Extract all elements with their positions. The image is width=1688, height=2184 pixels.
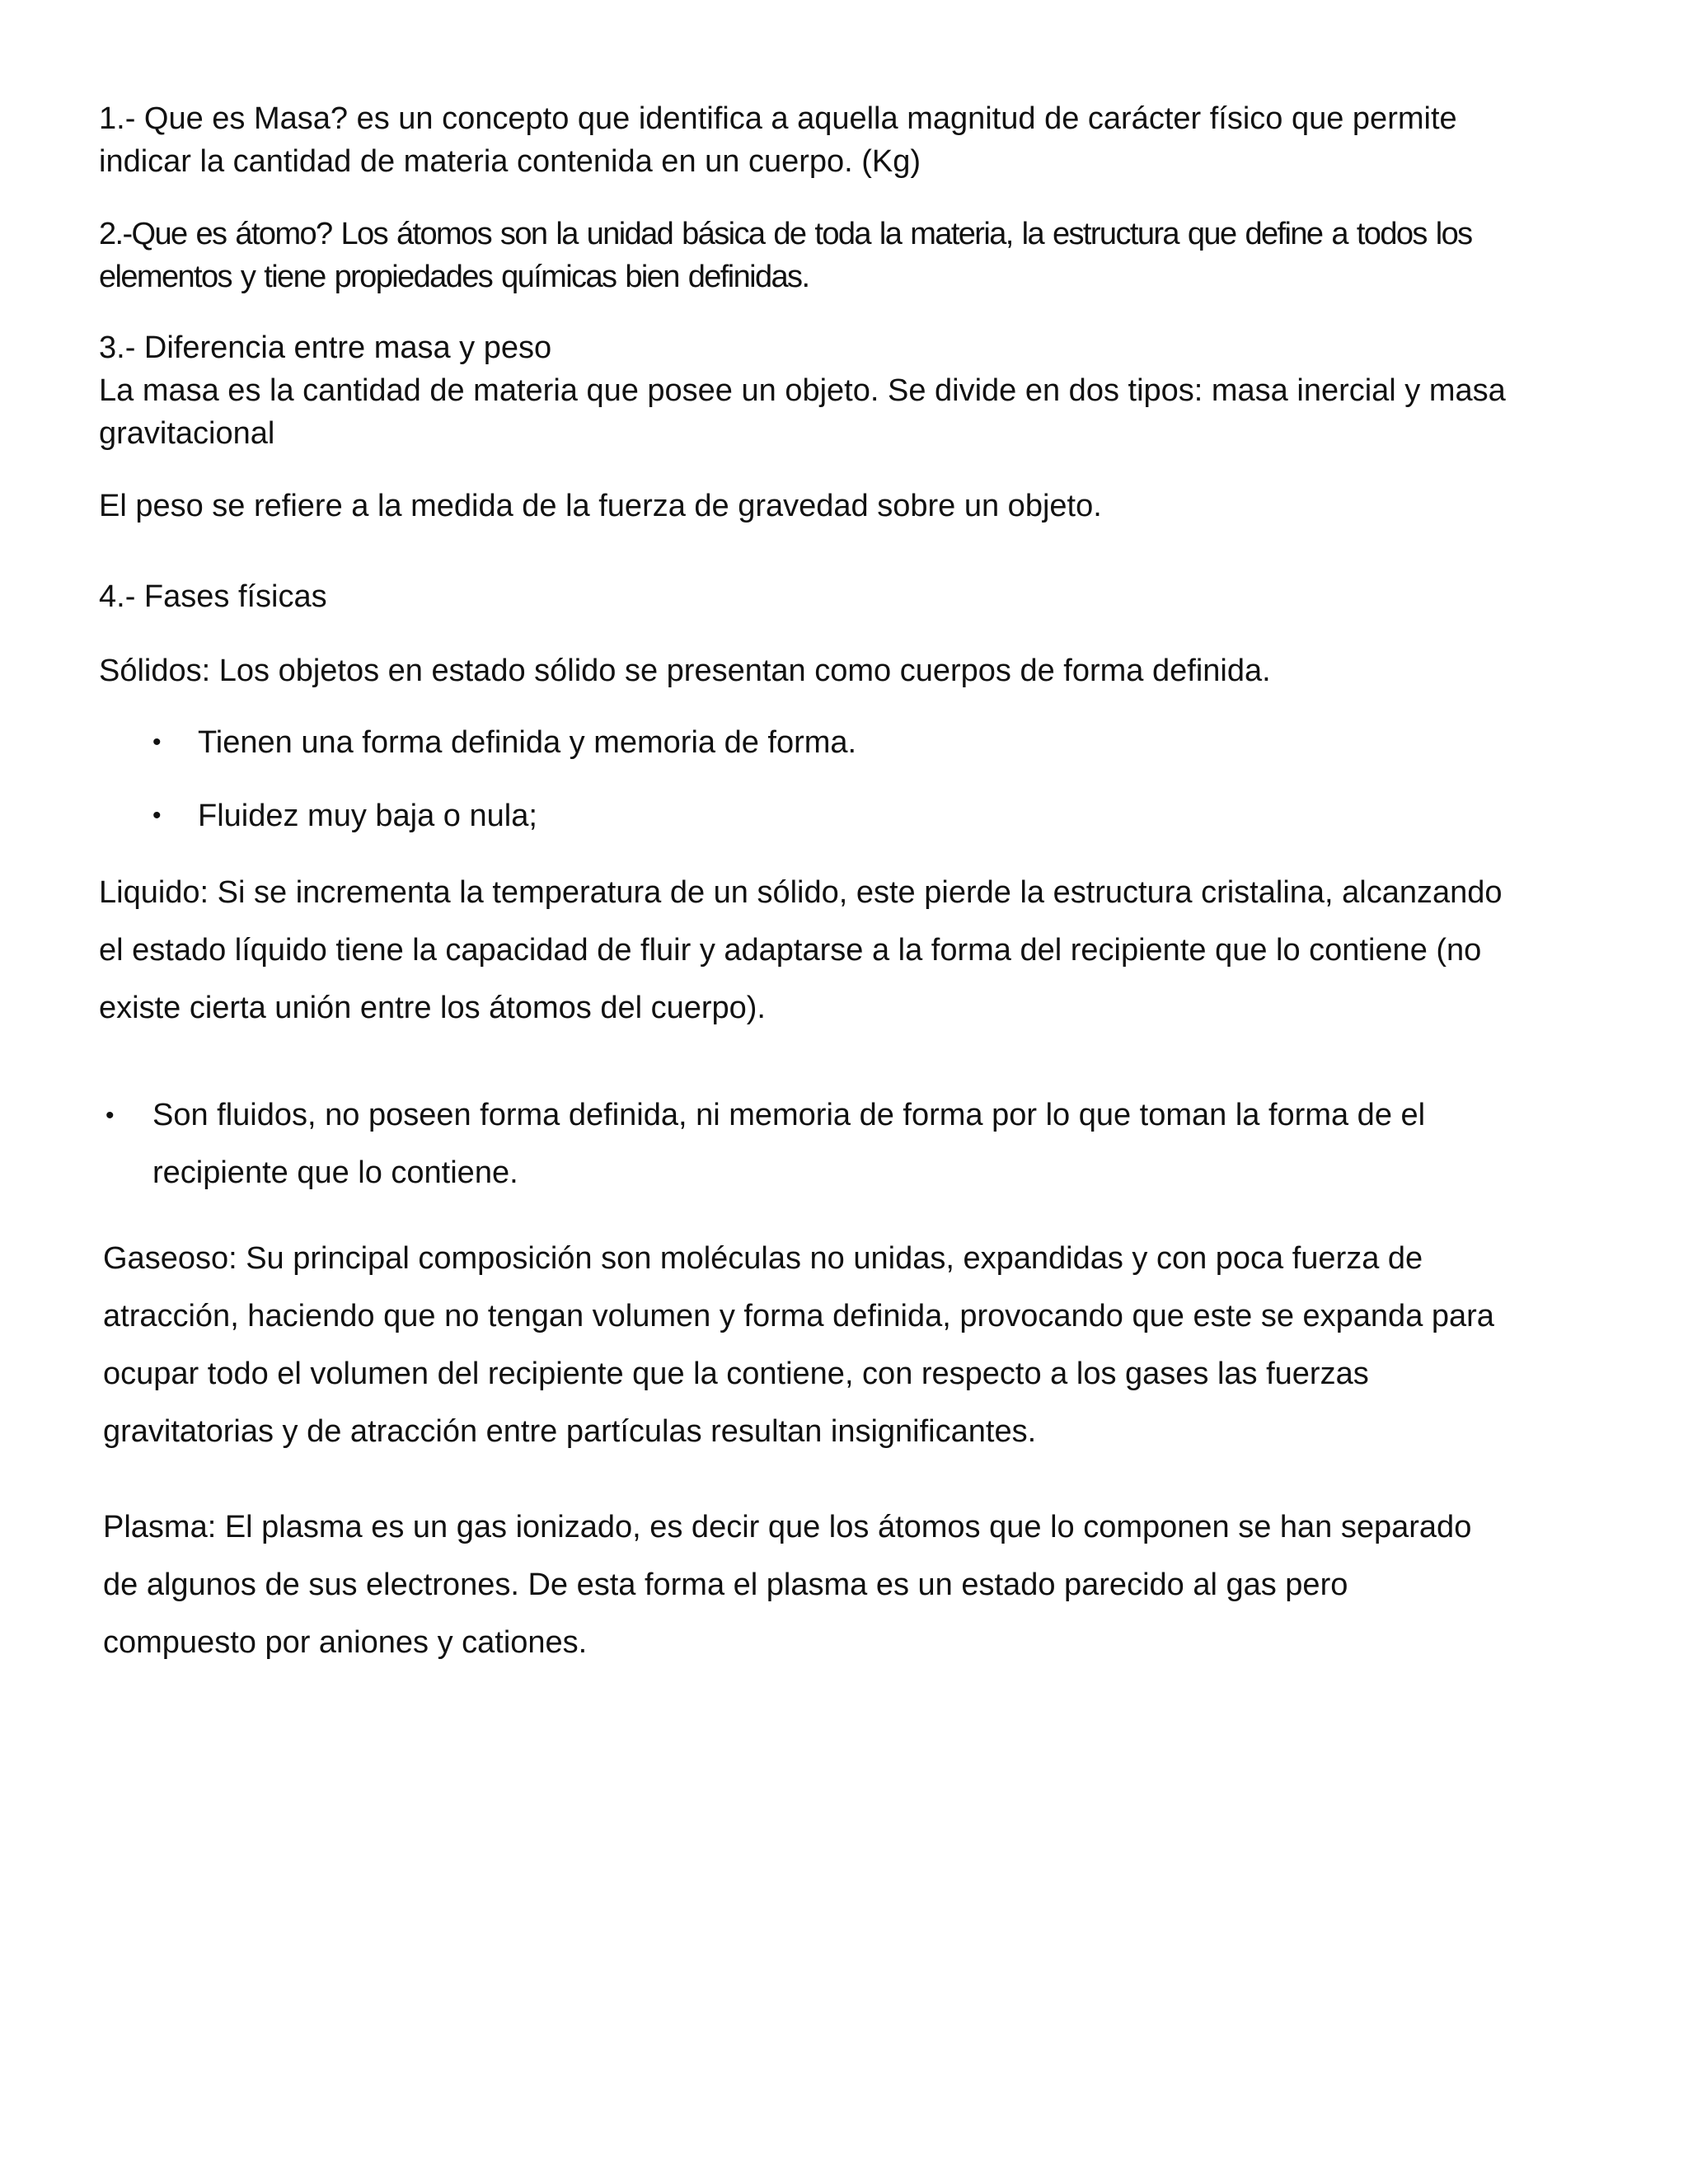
text-line: atracción, haciendo que no tengan volumen y forma definida, provocando que este se expanda para (103, 1299, 1494, 1333)
text-line: compuesto por aniones y cationes. (103, 1625, 588, 1660)
text-line: existe cierta unión entre los átomos del cuerpo). (99, 991, 766, 1025)
paragraph-solidos: Sólidos: Los objetos en estado sólido se presentan como cuerpos de forma definida. (99, 654, 1271, 688)
paragraph-liquido (99, 864, 1607, 1037)
paragraph-plasma (103, 1498, 1611, 1671)
text-line: El peso se refiere a la medida de la fuerza de gravedad sobre un objeto. (99, 489, 1102, 523)
section-heading: 3.- Diferencia entre masa y peso (99, 330, 552, 365)
text-line: ocupar todo el volumen del recipiente que la contiene, con respecto a los gases las fuerzas (103, 1357, 1369, 1391)
paragraph-masa-definition (99, 97, 1607, 183)
text-line: Gaseoso: Su principal composición son moléculas no unidas, expandidas y con poca fuerza de (103, 1241, 1423, 1276)
paragraph-masa-peso-difference (99, 326, 1607, 455)
bullet-icon: • (106, 1102, 115, 1129)
text-line: Plasma: El plasma es un gas ionizado, es decir que los átomos que lo componen se han separado (103, 1510, 1472, 1544)
text-line: gravitatorias y de atracción entre partículas resultan insignificantes. (103, 1414, 1037, 1449)
text-line: de algunos de sus electrones. De esta forma el plasma es un estado parecido al gas pero (103, 1568, 1348, 1602)
text-line: el estado líquido tiene la capacidad de fluir y adaptarse a la forma del recipiente que lo contiene (no (99, 933, 1482, 968)
list-item-text: Son fluidos, no poseen forma definida, ni memoria de forma por lo que toman la forma de el recipiente que lo contiene. (152, 1098, 1426, 1190)
bullet-icon: • (152, 802, 162, 829)
text-line: 1.- Que es Masa? es un concepto que identifica a aquella magnitud de carácter físico que permite (99, 101, 1457, 136)
bullet-icon: • (152, 729, 162, 756)
section-heading-fases: 4.- Fases físicas (99, 579, 327, 614)
text-line: gravitacional (99, 416, 275, 451)
text-line: indicar la cantidad de materia contenida en un cuerpo. (Kg) (99, 144, 921, 179)
text-line: Liquido: Si se incrementa la temperatura de un sólido, este pierde la estructura cristalina, alcanzando (99, 875, 1503, 910)
text-line: elementos y tiene propiedades químicas bien definidas. (99, 260, 809, 294)
paragraph-peso-definition (99, 485, 1607, 527)
text-line: 2.-Que es átomo? Los átomos son la unidad básica de toda la materia, la estructura que define a todos los (99, 217, 1472, 251)
paragraph-gaseoso (103, 1230, 1611, 1460)
paragraph-atomo-definition (99, 213, 1607, 298)
text-line: La masa es la cantidad de materia que posee un objeto. Se divide en dos tipos: masa inercial y masa (99, 373, 1506, 408)
document-page: 1.- Que es Masa? es un concepto que identifica a aquella magnitud de carácter físico que permite indicar la cantidad de materia contenida en un cuerpo. (Kg) 2.-Que es átomo? Los átomos son la unidad básica de toda la materia, la estructura que define a todos los elementos y tiene propiedades químicas bien definidas. 3.- Diferencia entre masa y peso La masa es la cantidad de materia que posee un objeto. Se divide en dos tipos: masa inercial y masa gravitacional El peso se refiere a la medida de la fuerza de gravedad sobre un objeto. 4.- Fases físicas Sólidos: Los objetos en estado sólido se presentan como cuerpos de forma definida. • Tienen una forma definida y memoria de forma. • Fluidez muy baja o nula; Liquido: Si se incrementa la temperatura de un sólido, este pierde la estructura cristalina, alcanzando el estado líquido tiene la capacidad de fluir y adaptarse a la forma del recipiente que lo contiene (no existe cierta unión entre los átomos del cuerpo). • Son fluidos, no poseen forma definida, ni memoria de forma por lo que toman la forma de el recipiente que lo contiene. Gaseoso: Su principal composición son moléculas no unidas, expandidas y con poca fuerza de atracción, haciendo que no tengan volumen y forma definida, provocando que este se expanda para ocupar todo el volumen del recipiente que la contiene, con respecto a los gases las fuerzas gravitatorias y de atracción entre partículas resultan insignificantes. Plasma: El plasma es un gas ionizado, es decir que los átomos que lo componen se han separado de algunos de sus electrones. De esta forma el plasma es un estado parecido al gas pero compuesto por aniones y cationes. (0, 0, 1688, 2184)
